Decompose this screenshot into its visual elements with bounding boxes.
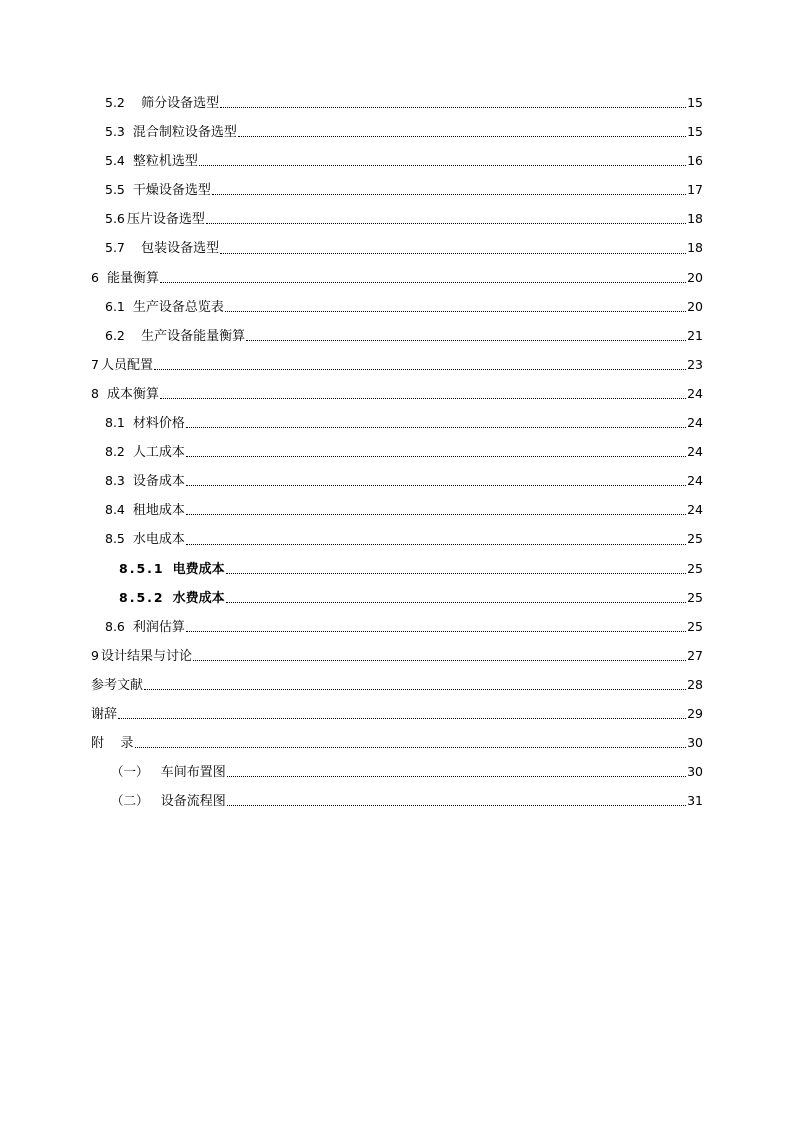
toc-entry-title: 筛分设备选型 bbox=[132, 96, 220, 111]
toc-entry-page: 24 bbox=[687, 415, 703, 431]
dot-leader bbox=[118, 717, 686, 719]
toc-entry-title: 设计结果与讨论 bbox=[100, 648, 192, 664]
dot-leader bbox=[227, 804, 686, 806]
toc-entry[interactable] bbox=[91, 204, 703, 233]
toc-entry-title: 能量衡算 bbox=[106, 270, 159, 286]
dot-leader bbox=[160, 281, 686, 283]
toc-entry-page: 17 bbox=[687, 182, 703, 198]
toc-entry-page: 25 bbox=[687, 560, 703, 576]
toc-entry-number: （一） bbox=[111, 764, 149, 780]
toc-entry[interactable] bbox=[91, 321, 703, 350]
toc-entry-number: 5.3 bbox=[105, 124, 125, 140]
toc-entry-page: 24 bbox=[687, 473, 703, 489]
toc-entry-number: 8.2 bbox=[105, 444, 125, 460]
toc-entry-number: 5.7 bbox=[105, 240, 125, 256]
toc-entry-title: 电费成本 bbox=[172, 561, 225, 577]
toc-entry[interactable] bbox=[91, 117, 703, 146]
dot-leader bbox=[206, 222, 686, 224]
toc-entry-page: 27 bbox=[687, 647, 703, 663]
toc-entry-title: 成本衡算 bbox=[106, 386, 159, 402]
toc-entry-page: 16 bbox=[687, 153, 703, 169]
dot-leader bbox=[199, 164, 686, 166]
toc-entry-number: 8 bbox=[91, 385, 99, 401]
dot-leader bbox=[135, 746, 687, 748]
toc-entry-title: 混合制粒设备选型 bbox=[132, 125, 237, 141]
toc-entry[interactable] bbox=[91, 641, 703, 670]
dot-leader bbox=[144, 688, 686, 690]
toc-entry[interactable] bbox=[91, 408, 703, 437]
toc-entry-number: 5.4 bbox=[105, 153, 125, 169]
toc-entry-page: 29 bbox=[687, 705, 703, 721]
dot-leader bbox=[186, 543, 686, 545]
toc-entry-page: 25 bbox=[687, 589, 703, 605]
toc-entry-number: 7 bbox=[91, 356, 99, 372]
toc-entry-page: 15 bbox=[687, 95, 703, 110]
dot-leader bbox=[226, 572, 686, 574]
toc-entry-page: 24 bbox=[687, 385, 703, 401]
dot-leader bbox=[212, 193, 686, 195]
toc-entry-page: 18 bbox=[687, 211, 703, 227]
dot-leader bbox=[154, 368, 686, 370]
toc-entry[interactable] bbox=[91, 495, 703, 524]
toc-entry[interactable] bbox=[91, 554, 703, 583]
toc-entry-title: 整粒机选型 bbox=[132, 154, 198, 170]
dot-leader bbox=[220, 106, 686, 108]
toc-entry[interactable] bbox=[91, 350, 703, 379]
toc-entry[interactable] bbox=[91, 263, 703, 292]
toc-entry-number: 6.2 bbox=[105, 327, 125, 343]
toc-entry-number: 8.3 bbox=[105, 473, 125, 489]
toc-entry-title: 附 录 bbox=[91, 736, 134, 752]
toc-entry[interactable] bbox=[91, 233, 703, 262]
dot-leader bbox=[186, 513, 686, 515]
toc-entry-number: 5.6 bbox=[105, 211, 125, 227]
toc-entry-title: 生产设备总览表 bbox=[132, 299, 224, 315]
toc-entry[interactable] bbox=[91, 757, 703, 786]
toc-entry-title: 水费成本 bbox=[172, 590, 225, 606]
toc-entry[interactable] bbox=[91, 524, 703, 553]
toc-entry[interactable] bbox=[91, 175, 703, 204]
toc-entry-title: 材料价格 bbox=[132, 416, 185, 432]
toc-entry-page: 24 bbox=[687, 502, 703, 518]
toc-entry-title: 参考文献 bbox=[91, 677, 144, 693]
toc-entry-page: 15 bbox=[687, 124, 703, 140]
toc-entry-title: 谢辞 bbox=[91, 706, 118, 722]
toc-entry-number: （二） bbox=[111, 793, 149, 809]
toc-entry-page: 30 bbox=[687, 764, 703, 780]
toc-entry-page: 18 bbox=[687, 240, 703, 256]
toc-entry-title: 压片设备选型 bbox=[126, 212, 205, 228]
toc-entry-number: 8.5 bbox=[105, 531, 125, 547]
toc-entry[interactable] bbox=[91, 728, 703, 757]
toc-entry-number: 8.4 bbox=[105, 502, 125, 518]
toc-entry-title: 人工成本 bbox=[132, 445, 185, 461]
toc-entry-title: 包装设备选型 bbox=[132, 241, 220, 257]
dot-leader bbox=[226, 601, 686, 603]
toc-entry[interactable] bbox=[91, 379, 703, 408]
toc-entry-page: 21 bbox=[687, 327, 703, 343]
dot-leader bbox=[186, 630, 686, 632]
toc-entry-page: 25 bbox=[687, 618, 703, 634]
toc-entry[interactable] bbox=[91, 88, 703, 117]
table-of-contents bbox=[91, 88, 703, 815]
toc-entry-title: 水电成本 bbox=[132, 532, 185, 548]
toc-entry-title: 生产设备能量衡算 bbox=[132, 328, 246, 344]
dot-leader bbox=[160, 397, 686, 399]
dot-leader bbox=[225, 310, 686, 312]
toc-entry-page: 25 bbox=[687, 531, 703, 547]
toc-entry[interactable] bbox=[91, 670, 703, 699]
toc-entry[interactable] bbox=[91, 292, 703, 321]
toc-entry-title: 车间布置图 bbox=[152, 765, 226, 781]
dot-leader bbox=[246, 339, 686, 341]
toc-entry-number: 8.6 bbox=[105, 618, 125, 634]
toc-entry[interactable] bbox=[91, 583, 703, 612]
toc-entry[interactable] bbox=[91, 146, 703, 175]
toc-entry-page: 31 bbox=[687, 793, 703, 809]
toc-entry-number: 8.5.2 bbox=[119, 589, 165, 605]
toc-entry-number: 9 bbox=[91, 647, 99, 663]
toc-entry-number: 8.1 bbox=[105, 415, 125, 431]
toc-entry-title: 设备流程图 bbox=[152, 794, 226, 810]
toc-entry-page: 24 bbox=[687, 444, 703, 460]
toc-entry-page: 28 bbox=[687, 676, 703, 692]
toc-entry-number: 5.2 bbox=[105, 95, 125, 110]
toc-entry[interactable] bbox=[91, 437, 703, 466]
toc-entry-title: 利润估算 bbox=[132, 619, 185, 635]
dot-leader bbox=[193, 659, 686, 661]
dot-leader bbox=[186, 484, 686, 486]
dot-leader bbox=[238, 135, 686, 137]
toc-entry[interactable] bbox=[91, 466, 703, 495]
toc-entry[interactable] bbox=[91, 612, 703, 641]
toc-entry-page: 23 bbox=[687, 356, 703, 372]
toc-entry-page: 20 bbox=[687, 298, 703, 314]
toc-entry-number: 6 bbox=[91, 269, 99, 285]
toc-entry-number: 5.5 bbox=[105, 182, 125, 198]
dot-leader bbox=[186, 455, 686, 457]
toc-entry[interactable] bbox=[91, 786, 703, 815]
toc-entry-number: 8.5.1 bbox=[119, 560, 165, 576]
toc-entry-number: 6.1 bbox=[105, 298, 125, 314]
dot-leader bbox=[220, 252, 686, 254]
toc-entry-page: 30 bbox=[687, 735, 703, 751]
toc-entry-title: 设备成本 bbox=[132, 474, 185, 490]
dot-leader bbox=[227, 775, 686, 777]
toc-entry-title: 租地成本 bbox=[132, 503, 185, 519]
dot-leader bbox=[186, 426, 686, 428]
toc-entry[interactable] bbox=[91, 699, 703, 728]
toc-entry-title: 人员配置 bbox=[100, 357, 153, 373]
toc-entry-page: 20 bbox=[687, 269, 703, 285]
toc-entry-title: 干燥设备选型 bbox=[132, 183, 211, 199]
